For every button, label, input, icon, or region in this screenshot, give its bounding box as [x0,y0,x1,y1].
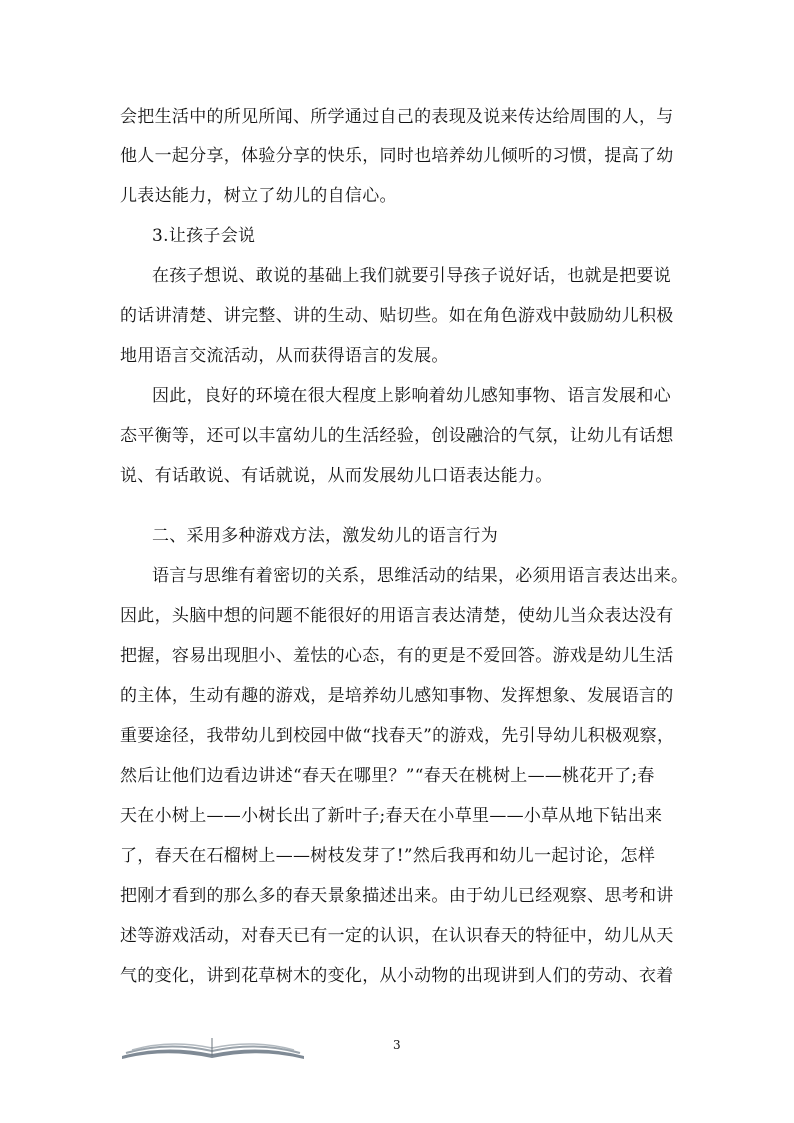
section-heading: 3.让孩子会说 [152,226,256,246]
text-line: 述等游戏活动，对春天已有一定的认识，在认识春天的特征中，幼儿从天 [120,926,674,946]
text-line: 重要途径，我带幼儿到校园中做“找春天”的游戏，先引导幼儿积极观察， [120,726,675,746]
text-line: 态平衡等，还可以丰富幼儿的生活经验，创设融洽的气氛，让幼儿有话想 [120,426,674,446]
text-line: 语言与思维有着密切的关系，思维活动的结果，必须用语言表达出来。 [152,566,689,586]
text-line: 会把生活中的所见所闻、所学通过自己的表现及说来传达给周围的人，与 [120,107,674,127]
text-line: 说、有话敢说、有话就说，从而发展幼儿口语表达能力。 [120,466,553,486]
page-number: 3 [393,1038,401,1052]
text-line: 把握，容易出现胆小、羞怯的心态，有的更是不爱回答。游戏是幼儿生活 [120,646,674,666]
text-line: 了，春天在石榴树上——树枝发芽了!”然后我再和幼儿一起讨论，怎样 [120,846,656,866]
text-line: 气的变化，讲到花草树木的变化，从小动物的出现讲到人们的劳动、衣着 [120,966,674,986]
text-line: 然后让他们边看边讲述“春天在哪里？”“春天在桃树上——桃花开了;春 [120,766,655,786]
text-line: 他人一起分享，体验分享的快乐，同时也培养幼儿倾听的习惯，提高了幼 [120,146,674,166]
text-line: 地用语言交流活动，从而获得语言的发展。 [120,346,449,366]
text-line: 把刚才看到的那么多的春天景象描述出来。由于幼儿已经观察、思考和讲 [120,886,674,906]
text-line: 在孩子想说、敢说的基础上我们就要引导孩子说好话，也就是把要说 [152,266,671,286]
text-line: 的话讲清楚、讲完整、讲的生动、贴切些。如在角色游戏中鼓励幼儿积极 [120,306,674,326]
text-line: 的主体，生动有趣的游戏，是培养幼儿感知事物、发挥想象、发展语言的 [120,686,674,706]
text-line: 天在小树上——小树长出了新叶子;春天在小草里——小草从地下钻出来 [120,806,663,826]
text-line: 因此，头脑中想的问题不能很好的用语言表达清楚，使幼儿当众表达没有 [120,606,674,626]
text-line: 儿表达能力，树立了幼儿的自信心。 [120,186,397,206]
open-book-icon [120,1034,306,1060]
section-heading: 二、采用多种游戏方法，激发幼儿的语言行为 [152,526,498,546]
text-line: 因此，良好的环境在很大程度上影响着幼儿感知事物、语言发展和心 [152,386,671,406]
